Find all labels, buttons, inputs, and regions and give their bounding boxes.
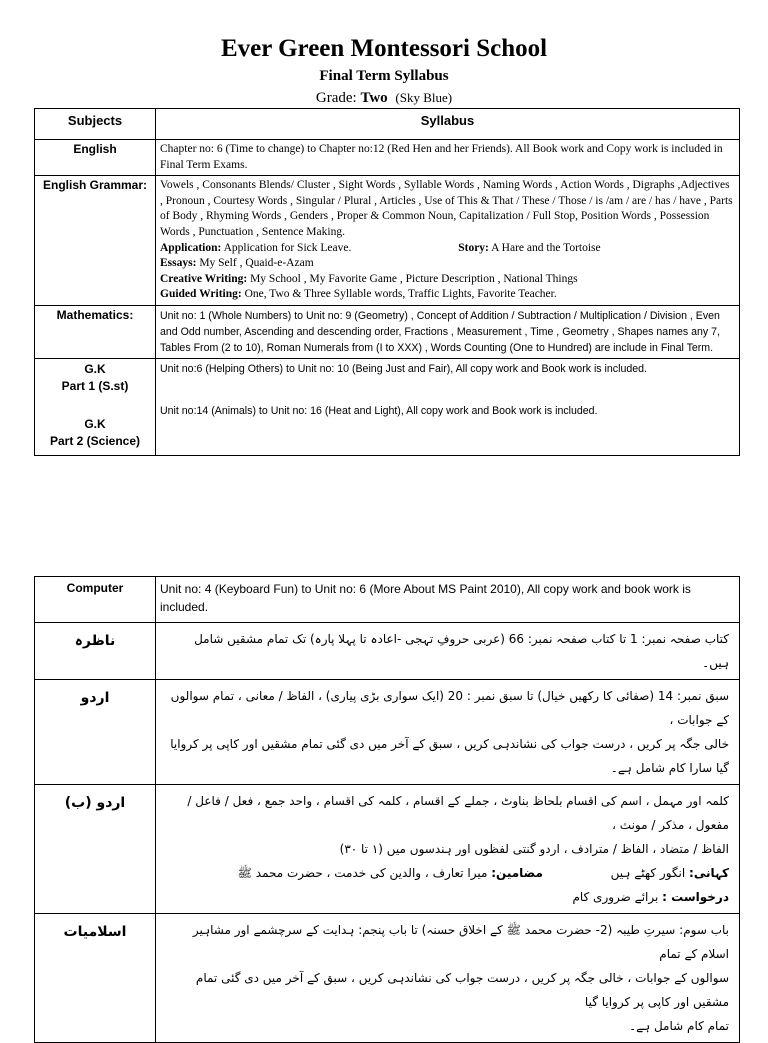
syllabus-table-top	[34, 108, 740, 456]
urdu-b-application: برائے ضروری کام	[572, 890, 659, 904]
gk-part1-title: G.K	[84, 361, 106, 376]
subject-islamiat: اسلامیات	[35, 914, 156, 1043]
grade-note: (Sky Blue)	[395, 90, 453, 105]
table-row-urdu-b	[35, 785, 740, 914]
gk-part2-sub: Part 2 (Science)	[49, 433, 141, 448]
table-row-math	[35, 305, 740, 358]
urdu-b-essays-label: مضامین:	[491, 866, 543, 880]
table-row-grammar	[35, 176, 740, 306]
syllabus-header: Syllabus	[156, 109, 740, 140]
urdu-b-application-line	[166, 885, 729, 909]
subject-nazra: ناظرہ	[35, 623, 156, 680]
story-value: A Hare and the Tortoise	[491, 241, 601, 254]
subject-english: English	[35, 140, 156, 176]
syllabus-table-bottom	[34, 576, 740, 1043]
grade-label: Grade:	[315, 90, 357, 106]
subject-math: Mathematics:	[35, 305, 156, 358]
subject-urdu: اردو	[35, 680, 156, 785]
grammar-essays-line	[160, 256, 735, 272]
gk-part1-text: Unit no:6 (Helping Others) to Unit no: 10 (Being Just and Fair), All copy work and Book work is included.	[160, 362, 647, 375]
table-row-english	[35, 140, 740, 176]
urdu-b-story-label: کہانی:	[689, 866, 729, 880]
gk-part2-text: Unit no:14 (Animals) to Unit no: 16 (Heat and Light), All copy work and Book work is included.	[160, 404, 598, 417]
gk-part2-title: G.K	[84, 416, 106, 431]
document-header	[0, 34, 768, 108]
islamiat-line-1: باب سوم: سیرتِ طیبہ (2- حضرت محمد ﷺ کے اخلاق حسنہ) تا باب پنجم: ہدایت کے سرچشمے اور مشاہیر اسلام کے تمام	[192, 923, 729, 961]
urdu-b-essays: میرا تعارف ، والدین کی خدمت ، حضرت محمد ﷺ	[237, 866, 488, 880]
grade-line	[0, 88, 768, 108]
table-row-computer	[35, 577, 740, 623]
urdu-line-2: خالی جگہ پر کریں ، درست جواب کی نشاندہی کریں ، سبق کے آخر میں دی گئی تمام مشقیں اور کاپی پر کروایا گیا سارا کام شامل ہے۔	[170, 737, 729, 775]
urdu-b-application-label: درخواست :	[662, 890, 729, 904]
creative-writing-label: Creative Writing:	[160, 272, 248, 285]
application-label: Application:	[160, 241, 222, 254]
school-name: Ever Green Montessori School	[220, 35, 548, 62]
urdu-b-line-1: کلمہ اور مہمل ، اسم کی اقسام بلحاظ بناوٹ ، جملے کے اقسام ، کلمہ کی اقسام ، واحد جمع ، فعل / فاعل / مفعول ، مذکر / مونث ،	[187, 794, 729, 832]
grammar-guided-line	[160, 287, 735, 303]
table-row-gk	[35, 358, 740, 455]
subject-urdu-b: اردو (ب)	[35, 785, 156, 914]
application-value: Application for Sick Leave.	[223, 241, 352, 254]
gk-part1-sub: Part 1 (S.st)	[61, 378, 129, 393]
grammar-topics: Vowels , Consonants Blends/ Cluster , Sight Words , Syllable Words , Naming Words , Action Words , Digraphs ,Adjectives , Pronoun , Courtesy Words , Singular / Plural , Articles , Use of This & That / These / Those / is /am / are / has / have , Parts of Body , Rhyming Words , Genders , Proper & Common Noun, Capitalization / Full Stop, Position Words , Possession Words , Punctuation , Sentence Making.	[160, 179, 733, 238]
story-label: Story:	[458, 241, 489, 254]
grammar-creative-line	[160, 272, 735, 288]
table-row-islamiat	[35, 914, 740, 1043]
syllabus-gk	[156, 358, 740, 455]
urdu-b-line-2: الفاظ / متضاد ، الفاظ / مترادف ، اردو گنتی لفظوں اور ہندسوں میں (۱ تا ۳۰)	[339, 842, 729, 856]
syllabus-grammar	[156, 176, 740, 306]
subject-gk	[35, 358, 156, 455]
grade-value: Two	[360, 90, 388, 106]
grammar-application-line	[160, 241, 735, 257]
table-row-nazra	[35, 623, 740, 680]
essays-label: Essays:	[160, 257, 197, 270]
essays-value: My Self , Quaid-e-Azam	[199, 257, 314, 270]
syllabus-title: Final Term Syllabus	[319, 68, 449, 84]
syllabus-islamiat	[156, 914, 740, 1043]
table-row-urdu	[35, 680, 740, 785]
syllabus-english: Chapter no: 6 (Time to change) to Chapter no:12 (Red Hen and her Friends). All Book work and Copy work is included in Final Term Exams.	[156, 140, 740, 176]
syllabus-urdu	[156, 680, 740, 785]
urdu-b-story-line	[166, 861, 729, 885]
subjects-header: Subjects	[35, 109, 156, 140]
guided-writing-value: One, Two & Three Syllable words, Traffic Lights, Favorite Teacher.	[244, 288, 557, 301]
islamiat-line-3: تمام کام شامل ہے۔	[629, 1019, 729, 1033]
syllabus-math: Unit no: 1 (Whole Numbers) to Unit no: 9 (Geometry) , Concept of Addition / Subtraction / Multiplication / Division , Even and Odd number, Ascending and descending order, Fractions , Measurement , Time , Geometry , Shapes names any 7, Tables From (2 to 10), Roman Numerals from (I to XXX) , Words Counting (One to Hundred) are include in Final Term.	[156, 305, 740, 358]
urdu-line-1: سبق نمبر: 14 (صفائی کا رکھیں خیال) تا سبق نمبر : 20 (ایک سواری بڑی پیاری) ، الفاظ / معانی ، تمام سوالوں کے جوابات ،	[170, 689, 729, 727]
subject-grammar: English Grammar:	[35, 176, 156, 306]
creative-writing-value: My School , My Favorite Game , Picture Description , National Things	[250, 272, 578, 285]
islamiat-line-2: سوالوں کے جوابات ، خالی جگہ پر کریں ، درست جواب کی نشاندہی کریں ، سبق کے آخر میں دی گئی تمام مشقیں اور کاپی پر کروایا گیا	[195, 971, 729, 1009]
syllabus-nazra: کتاب صفحہ نمبر: 1 تا کتاب صفحہ نمبر: 66 (عربی حروفِ تہجی -اعادہ تا پہلا پارہ) تک تمام مشقیں شامل ہیں۔	[156, 623, 740, 680]
table-header-row	[35, 109, 740, 140]
urdu-b-story: انگور کھٹے ہیں	[610, 866, 686, 880]
syllabus-urdu-b	[156, 785, 740, 914]
guided-writing-label: Guided Writing:	[160, 288, 242, 301]
subject-computer: Computer	[35, 577, 156, 623]
syllabus-computer: Unit no: 4 (Keyboard Fun) to Unit no: 6 (More About MS Paint 2010), All copy work and book work is included.	[156, 577, 740, 623]
